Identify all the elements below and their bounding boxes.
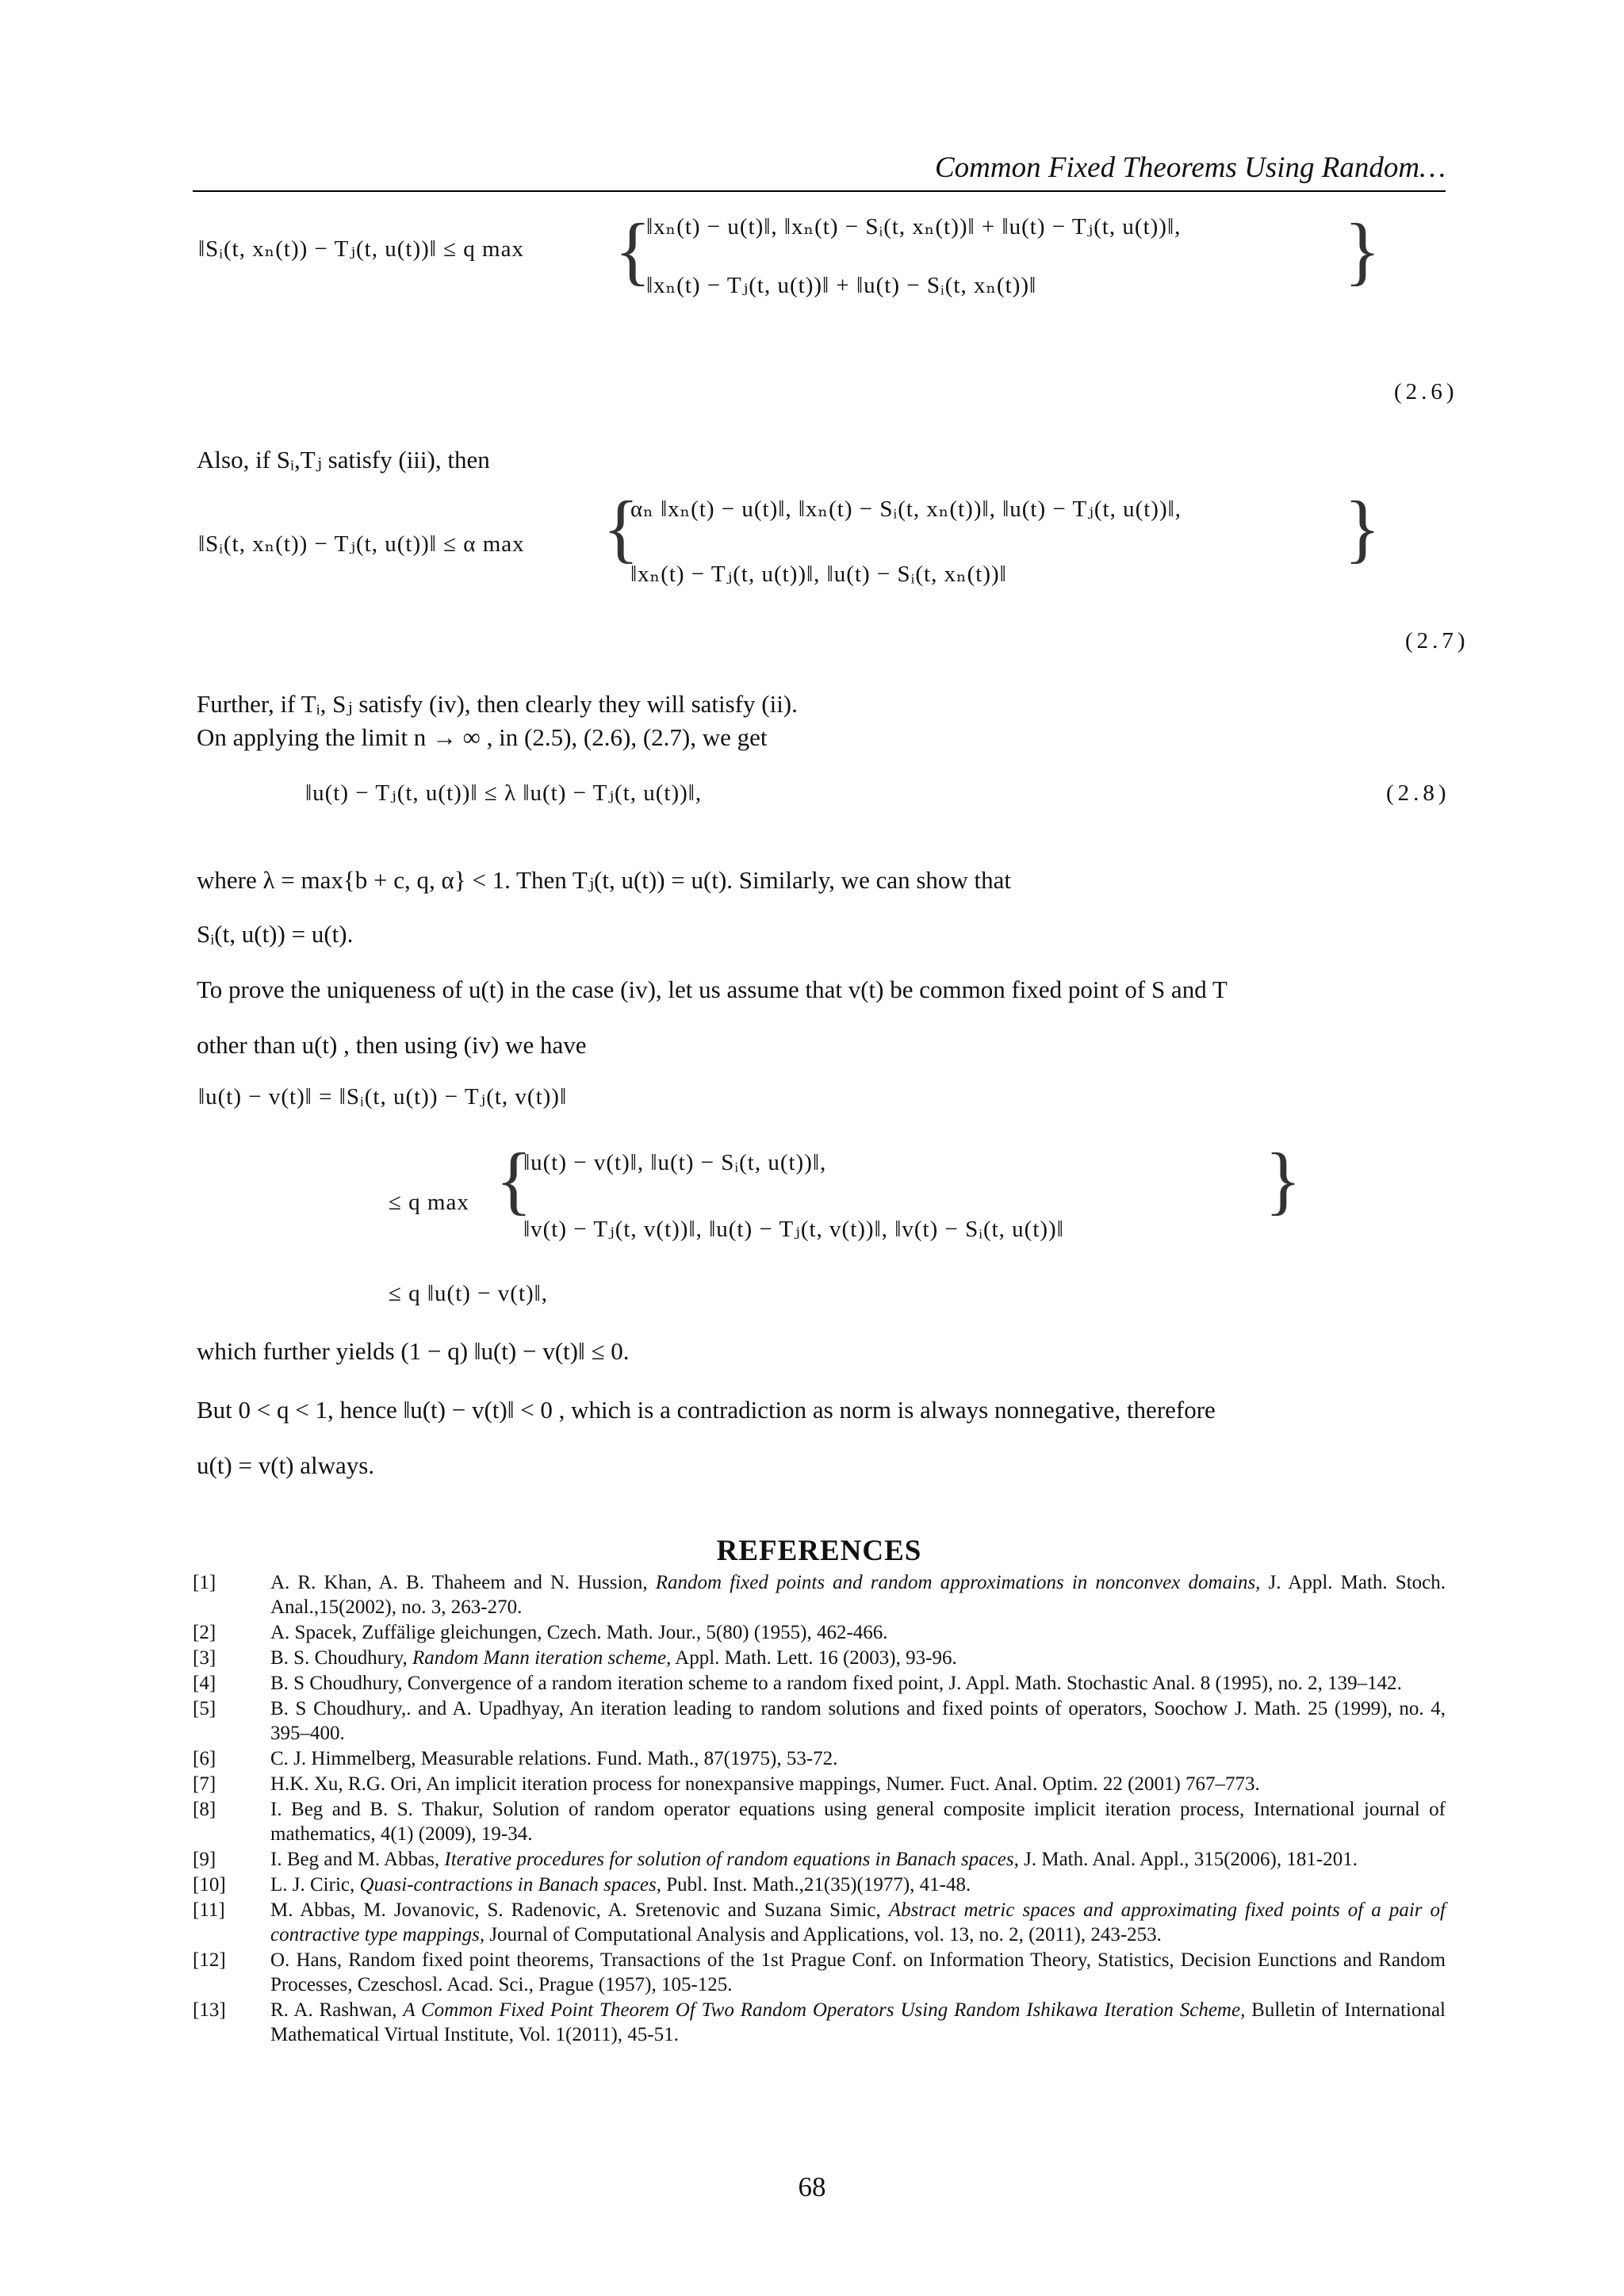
reference-item: [193, 1948, 1446, 1997]
text-si: Sᵢ(t, u(t)) = u(t).: [197, 920, 354, 948]
reference-source: Publ. Inst. Math.,21(35)(1977), 41-48.: [661, 1874, 971, 1895]
reference-number: [4]: [193, 1673, 216, 1694]
reference-item: [193, 1620, 1446, 1645]
reference-title: A Common Fixed Point Theorem Of Two Random Operators Using Random Ishikawa Iteration Scheme,: [403, 1999, 1246, 2021]
uniq-left-brace: {: [496, 1137, 533, 1222]
uniq-line2-row2: ‖v(t) − Tⱼ(t, v(t))‖, ‖u(t) − Tⱼ(t, v(t))‖, ‖v(t) − Sᵢ(t, u(t))‖: [523, 1217, 1064, 1242]
eq26-left-brace: {: [615, 208, 652, 293]
reference-number: [11]: [193, 1899, 225, 1921]
uniq-line2-row1: ‖u(t) − v(t)‖, ‖u(t) − Sᵢ(t, u(t))‖,: [523, 1150, 827, 1175]
reference-text: [270, 1772, 1446, 1796]
reference-authors: C. J. Himmelberg, Measurable relations. Fund. Math., 87(1975), 53-72.: [270, 1748, 838, 1769]
eq26-right-brace: }: [1344, 208, 1381, 293]
reference-item: [193, 1847, 1446, 1872]
reference-text: [270, 1570, 1446, 1619]
text-prove: To prove the uniqueness of u(t) in the case (iv), let us assume that v(t) be common fixed point of S and T: [197, 976, 1228, 1003]
reference-number: [3]: [193, 1647, 216, 1669]
reference-source: J. Math. Anal. Appl., 315(2006), 181-201.: [1018, 1849, 1358, 1870]
reference-title: Abstract metric spaces and approximating fixed points of a pair of contractive type mappings,: [270, 1899, 1446, 1945]
text-also: Also, if Sᵢ,Tⱼ satisfy (iii), then: [197, 446, 490, 473]
text-where: where λ = max{b + c, q, α} < 1. Then Tⱼ(t, u(t)) = u(t). Similarly, we can show that: [197, 866, 1012, 894]
reference-authors: A. R. Khan, A. B. Thaheem and N. Hussion,: [270, 1572, 656, 1593]
eq26-number: (2.6): [1394, 379, 1458, 404]
reference-authors: I. Beg and B. S. Thakur, Solution of random operator equations using general composite implicit iteration process, International journal of mathematics, 4(1) (2009), 19-34.: [270, 1799, 1446, 1845]
reference-text: [270, 1998, 1446, 2047]
running-header: Common Fixed Theorems Using Random…: [934, 151, 1446, 184]
reference-item: [193, 1872, 1446, 1897]
reference-title: Iterative procedures for solution of random equations in Banach spaces,: [444, 1849, 1019, 1870]
uniq-line1: ‖u(t) − v(t)‖ = ‖Sᵢ(t, u(t)) − Tⱼ(t, v(t))‖: [198, 1084, 568, 1110]
reference-authors: L. J. Ciric,: [270, 1874, 360, 1895]
text-yields: which further yields (1 − q) ‖u(t) − v(t)‖ ≤ 0.: [197, 1337, 630, 1365]
header-rule: [193, 190, 1446, 192]
reference-text: [270, 1797, 1446, 1846]
reference-title: Random fixed points and random approximations in nonconvex domains,: [655, 1572, 1261, 1593]
eq27-number: (2.7): [1405, 628, 1469, 654]
reference-number: [12]: [193, 1949, 226, 1971]
reference-text: [270, 1696, 1446, 1746]
reference-authors: A. Spacek, Zuffälige gleichungen, Czech. Math. Jour., 5(80) (1955), 462-466.: [270, 1622, 888, 1643]
reference-authors: O. Hans, Random fixed point theorems, Transactions of the 1st Prague Conf. on Information Theory, Statistics, Decision Eunctions and Random Processes, Czeschosl. Acad. Sci., Prague (1957), 105-125.: [270, 1949, 1446, 1995]
eq26-lhs: ‖Sᵢ(t, xₙ(t)) − Tⱼ(t, u(t))‖ ≤ q max: [198, 236, 524, 262]
reference-number: [9]: [193, 1849, 216, 1870]
reference-source: Journal of Computational Analysis and Applications, vol. 13, no. 2, (2011), 243-253.: [485, 1924, 1162, 1945]
reference-text: [270, 1671, 1446, 1696]
text-always: u(t) = v(t) always.: [197, 1451, 375, 1479]
uniq-line3: ≤ q ‖u(t) − v(t)‖,: [389, 1281, 549, 1306]
reference-text: [270, 1847, 1446, 1872]
reference-item: [193, 1671, 1446, 1696]
reference-item: [193, 1746, 1446, 1771]
reference-item: [193, 1998, 1446, 2047]
reference-text: [270, 1646, 1446, 1670]
reference-text: [270, 1948, 1446, 1997]
reference-text: [270, 1620, 1446, 1645]
uniq-line2-lhs: ≤ q max: [389, 1190, 469, 1215]
reference-number: [13]: [193, 1999, 226, 2021]
reference-number: [5]: [193, 1698, 216, 1719]
references-list: [193, 1570, 1446, 2048]
reference-number: [2]: [193, 1622, 216, 1643]
reference-number: [7]: [193, 1773, 216, 1795]
reference-item: [193, 1696, 1446, 1746]
eq26-row2: ‖xₙ(t) − Tⱼ(t, u(t))‖ + ‖u(t) − Sᵢ(t, xₙ(t))‖: [646, 273, 1037, 298]
uniq-right-brace: }: [1265, 1137, 1302, 1222]
reference-number: [1]: [193, 1572, 216, 1593]
reference-number: [6]: [193, 1748, 216, 1769]
text-further: Further, if Tᵢ, Sⱼ satisfy (iv), then clearly they will satisfy (ii).: [197, 690, 798, 718]
reference-source: Appl. Math. Lett. 16 (2003), 93-96.: [671, 1647, 957, 1669]
reference-title: Quasi-contractions in Banach spaces,: [359, 1874, 662, 1895]
eq27-left-brace: {: [603, 485, 640, 570]
reference-authors: H.K. Xu, R.G. Ori, An implicit iteration process for nonexpansive mappings, Numer. Fuct. Anal. Optim. 22 (2001) 767–773.: [270, 1773, 1260, 1795]
text-other: other than u(t) , then using (iv) we have: [197, 1031, 587, 1059]
reference-authors: B. S. Choudhury,: [270, 1647, 412, 1669]
eq27-row1: αₙ ‖xₙ(t) − u(t)‖, ‖xₙ(t) − Sᵢ(t, xₙ(t))‖, ‖u(t) − Tⱼ(t, u(t))‖,: [630, 496, 1182, 522]
reference-item: [193, 1772, 1446, 1796]
reference-title: Random Mann iteration scheme,: [412, 1647, 672, 1669]
reference-item: [193, 1898, 1446, 1947]
text-applying: On applying the limit n → ∞ , in (2.5), (2.6), (2.7), we get: [197, 723, 768, 751]
reference-authors: I. Beg and M. Abbas,: [270, 1849, 445, 1870]
reference-number: [10]: [193, 1874, 226, 1895]
page-number: 68: [798, 2171, 826, 2202]
eq27-row2: ‖xₙ(t) − Tⱼ(t, u(t))‖, ‖u(t) − Sᵢ(t, xₙ(t))‖: [630, 562, 1007, 587]
references-heading: REFERENCES: [716, 1535, 922, 1567]
reference-number: [8]: [193, 1799, 216, 1820]
reference-authors: B. S Choudhury,. and A. Upadhyay, An iteration leading to random solutions and fixed points of operators, Soochow J. Math. 25 (1999), no. 4, 395–400.: [270, 1698, 1446, 1744]
eq28-body: ‖u(t) − Tⱼ(t, u(t))‖ ≤ λ ‖u(t) − Tⱼ(t, u(t))‖,: [305, 780, 703, 806]
eq28-number: (2.8): [1386, 780, 1450, 806]
eq27-lhs: ‖Sᵢ(t, xₙ(t)) − Tⱼ(t, u(t))‖ ≤ α max: [198, 531, 525, 557]
reference-source: Bulletin of International Mathematical Virtual Institute, Vol. 1(2011), 45-51.: [270, 1999, 1446, 2045]
reference-text: [270, 1898, 1446, 1947]
eq26-row1: ‖xₙ(t) − u(t)‖, ‖xₙ(t) − Sᵢ(t, xₙ(t))‖ + ‖u(t) − Tⱼ(t, u(t))‖,: [646, 214, 1182, 240]
text-but: But 0 < q < 1, hence ‖u(t) − v(t)‖ < 0 , which is a contradiction as norm is always nonnegative, therefore: [197, 1396, 1216, 1424]
reference-authors: B. S Choudhury, Convergence of a random iteration scheme to a random fixed point, J. Appl. Math. Stochastic Anal. 8 (1995), no. 2, 139–142.: [270, 1673, 1402, 1694]
reference-item: [193, 1570, 1446, 1619]
reference-item: [193, 1646, 1446, 1670]
reference-authors: M. Abbas, M. Jovanovic, S. Radenovic, A. Sretenovic and Suzana Simic,: [270, 1899, 889, 1921]
reference-text: [270, 1872, 1446, 1897]
reference-item: [193, 1797, 1446, 1846]
eq27-right-brace: }: [1344, 485, 1381, 570]
reference-authors: R. A. Rashwan,: [270, 1999, 404, 2021]
reference-text: [270, 1746, 1446, 1771]
reference-source: J. Appl. Math. Stoch. Anal.,15(2002), no. 3, 263-270.: [270, 1572, 1446, 1618]
